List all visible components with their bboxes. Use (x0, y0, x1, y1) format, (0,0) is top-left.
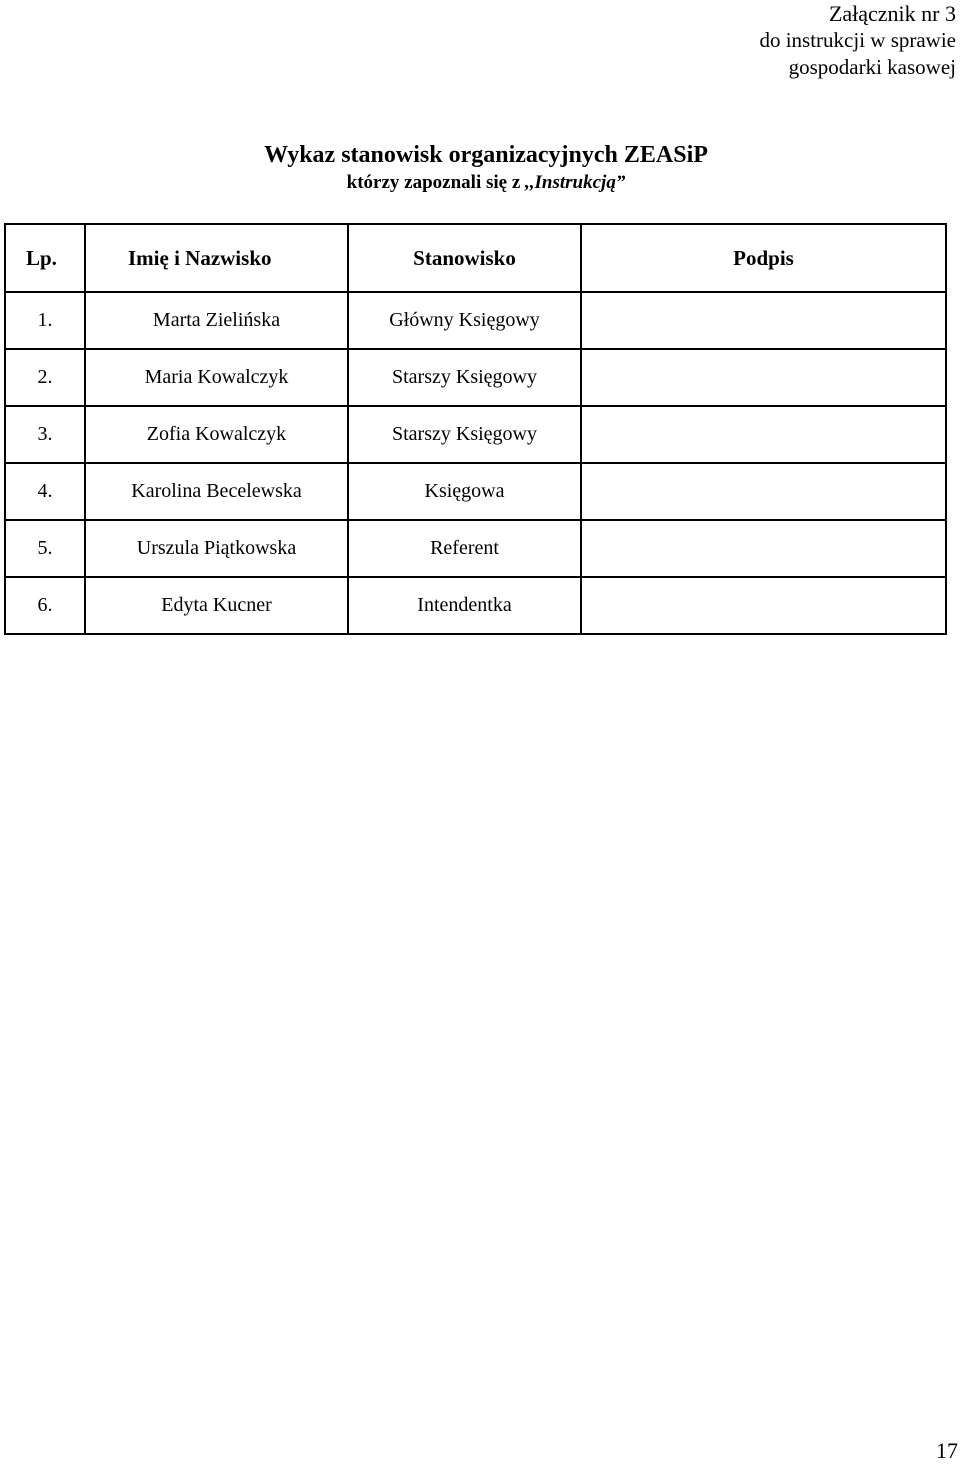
document-subtitle (6, 170, 960, 196)
annex-line-1: Załącznik nr 3 (828, 1, 956, 26)
row-position: Księgowa (348, 463, 581, 520)
row-position: Intendentka (348, 577, 581, 634)
annex-line-2: do instrukcji w sprawie (759, 28, 956, 52)
header-position: Stanowisko (348, 224, 581, 292)
table-row (5, 577, 946, 634)
row-lp: 4. (5, 463, 85, 520)
annex-note (759, 0, 956, 81)
row-lp: 6. (5, 577, 85, 634)
row-lp: 5. (5, 520, 85, 577)
header-lp: Lp. (5, 224, 85, 292)
page-number: 17 (936, 1438, 958, 1463)
row-lp: 1. (5, 292, 85, 349)
row-name: Maria Kowalczyk (85, 349, 348, 406)
row-name: Urszula Piątkowska (85, 520, 348, 577)
row-signature (581, 463, 946, 520)
row-name: Zofia Kowalczyk (85, 406, 348, 463)
header-name: Imię i Nazwisko (85, 224, 348, 292)
row-position: Starszy Księgowy (348, 349, 581, 406)
document-heading (0, 140, 960, 196)
table-row (5, 406, 946, 463)
table-row (5, 292, 946, 349)
document-title: Wykaz stanowisk organizacyjnych ZEASiP (264, 142, 708, 168)
row-position: Starszy Księgowy (348, 406, 581, 463)
table-header-row (5, 224, 946, 292)
row-signature (581, 292, 946, 349)
row-lp: 2. (5, 349, 85, 406)
header-signature: Podpis (581, 224, 946, 292)
row-position: Główny Księgowy (348, 292, 581, 349)
row-name: Karolina Becelewska (85, 463, 348, 520)
staff-table (4, 223, 947, 635)
table-row (5, 349, 946, 406)
row-name: Edyta Kucner (85, 577, 348, 634)
subtitle-emphasis: ,,Instrukcją” (525, 172, 626, 193)
table-row (5, 520, 946, 577)
table-row (5, 463, 946, 520)
row-position: Referent (348, 520, 581, 577)
subtitle-text: którzy zapoznali się z (346, 172, 526, 193)
row-signature (581, 406, 946, 463)
annex-line-3: gospodarki kasowej (788, 55, 956, 79)
row-lp: 3. (5, 406, 85, 463)
row-signature (581, 349, 946, 406)
row-signature (581, 520, 946, 577)
row-name: Marta Zielińska (85, 292, 348, 349)
row-signature (581, 577, 946, 634)
